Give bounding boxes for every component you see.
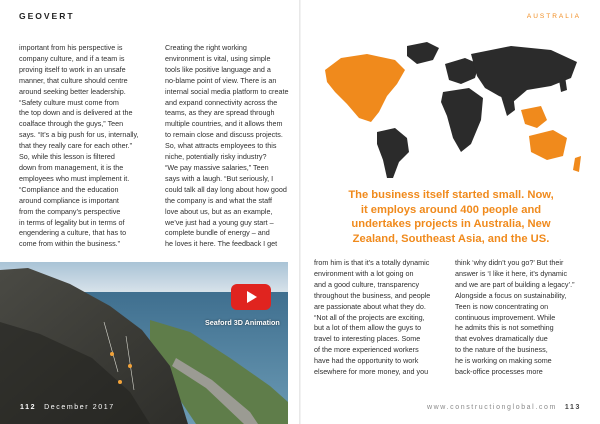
- text-line: down from management, it is the: [19, 162, 124, 172]
- text-line: and we are part of building a legacy’.”: [455, 279, 575, 289]
- text-line: niche, potentially risky industry?: [165, 152, 267, 162]
- text-line: no-blame point of view. There is an: [165, 75, 277, 85]
- map-new-zealand: [573, 156, 581, 172]
- text-line: he admits this is not something: [455, 323, 554, 333]
- text-line: the company is and what the staff: [165, 195, 272, 205]
- text-line: says with a laugh. “But seriously, I: [165, 173, 274, 183]
- pull-quote-line: it employs around 400 people and: [360, 203, 542, 216]
- text-line: the top down and is delivered at the: [19, 108, 133, 118]
- play-icon: [247, 291, 257, 303]
- text-line: “Compliance and the education: [19, 184, 119, 194]
- text-line: elsewhere for more money, and you: [314, 367, 429, 377]
- text-line: to remain close and discuss projects.: [165, 130, 283, 140]
- map-india: [501, 94, 515, 116]
- map-australia: [529, 130, 567, 160]
- company-name: GEOVERT: [19, 11, 75, 21]
- text-line: have had the opportunity to work: [314, 356, 419, 366]
- text-line: environment is vital, using simple: [165, 53, 271, 63]
- footer-right: [427, 404, 581, 411]
- region-label: AUSTRALIA: [526, 13, 581, 20]
- text-column-1: [19, 43, 157, 250]
- text-line: that evolves dramatically due: [455, 334, 548, 344]
- footer-left: [20, 404, 115, 411]
- text-line: around seeking better leadership.: [19, 86, 126, 96]
- text-line: love about us, but as an example,: [165, 206, 273, 216]
- text-line: around compliance is important: [19, 195, 119, 205]
- text-line: to the nature of the business,: [455, 345, 548, 355]
- text-line: So, while this lesson is filtered: [19, 152, 115, 162]
- text-line: but a lot of them allow the guys to: [314, 323, 422, 333]
- page-number-left: 112: [20, 404, 37, 411]
- text-line: employees who must implement it.: [19, 173, 130, 183]
- text-line: Creating the right working: [165, 43, 247, 52]
- text-column-3: [314, 258, 436, 378]
- text-line: company culture, and if a team is: [19, 53, 125, 63]
- video-play-button[interactable]: [231, 284, 271, 310]
- map-south-america: [377, 128, 409, 178]
- text-line: complete bundle of energy – and: [165, 228, 270, 238]
- worker-figure: [118, 380, 122, 384]
- map-greenland: [407, 42, 439, 64]
- pull-quote-line: The business itself started small. Now,: [348, 189, 554, 201]
- text-line: and a good culture, transparency: [314, 279, 420, 289]
- text-line: in terms of legality but in terms of: [19, 217, 125, 227]
- text-line: internal social media platform to create: [165, 86, 289, 96]
- text-line: “Not all of the projects are exciting,: [314, 312, 425, 322]
- text-line: think ‘why didn’t you go?’ But their: [455, 258, 564, 267]
- map-asia: [471, 46, 577, 102]
- text-line: he loves it here. The feedback I get: [165, 239, 278, 249]
- map-north-america: [325, 54, 405, 122]
- text-line: important from his perspective is: [19, 43, 123, 52]
- text-line: multiple countries, and it allows them: [165, 119, 283, 129]
- text-line: back-office processes more: [455, 367, 543, 377]
- text-line: that they really care for each other.”: [19, 141, 133, 151]
- issue-date: December 2017: [44, 404, 115, 411]
- website-link[interactable]: www.constructionglobal.com: [426, 404, 557, 411]
- text-line: proving itself to work in an unsafe: [19, 64, 126, 74]
- text-line: from him is that it’s a totally dynamic: [314, 258, 430, 267]
- map-southeast-asia: [521, 106, 547, 128]
- text-line: Teen is now concentrating on: [455, 301, 549, 311]
- text-line: engendering a culture, that has to: [19, 228, 127, 238]
- pull-quote-line: undertakes projects in Australia, New: [351, 218, 551, 230]
- text-line: “We pay massive salaries,” Teen: [165, 162, 269, 172]
- text-line: throughout the business, and people: [314, 290, 431, 300]
- text-line: answer is ‘I like it here, it’s dynamic: [455, 268, 568, 278]
- text-line: “Safety culture must come from: [19, 97, 119, 107]
- text-line: he is working on making some: [455, 356, 552, 366]
- text-line: says. “It’s a big push for us, internally,: [19, 130, 139, 140]
- text-line: and expand connectivity across the: [165, 97, 278, 107]
- text-line: manner, that culture should centre: [19, 75, 128, 85]
- text-column-4: [455, 258, 583, 378]
- text-line: Alongside a focus on sustainability,: [455, 290, 567, 300]
- pull-quote-line: Zealand, Southeast Asia, and the US.: [352, 232, 550, 245]
- text-line: travel to interesting places. Some: [314, 334, 421, 344]
- text-line: So, what attracts employees to this: [165, 141, 277, 151]
- text-line: from the company’s perspective: [19, 206, 121, 216]
- text-line: teams, as they are spread through: [165, 108, 275, 118]
- text-line: coalface through the guys,” Teen: [19, 119, 124, 129]
- text-column-2: [165, 43, 301, 250]
- worker-figure: [110, 352, 114, 356]
- text-line: of the more experienced workers: [314, 345, 419, 355]
- text-line: we’ve just had a young guy start –: [165, 217, 274, 227]
- page-number-right: 113: [564, 404, 581, 411]
- text-line: come from within the business.”: [19, 239, 121, 249]
- map-africa: [441, 88, 483, 152]
- text-line: continuous improvement. While: [455, 312, 556, 322]
- text-line: could talk all day long about how good: [165, 184, 287, 194]
- text-line: environment with a lot going on: [314, 268, 414, 278]
- text-line: are passionate about what they do.: [314, 301, 426, 311]
- worker-figure: [128, 364, 132, 368]
- world-map: [315, 40, 587, 180]
- pull-quote: [313, 188, 589, 246]
- video-caption[interactable]: Seaford 3D Animation: [205, 318, 280, 327]
- text-line: tools like positive language and a: [165, 64, 271, 74]
